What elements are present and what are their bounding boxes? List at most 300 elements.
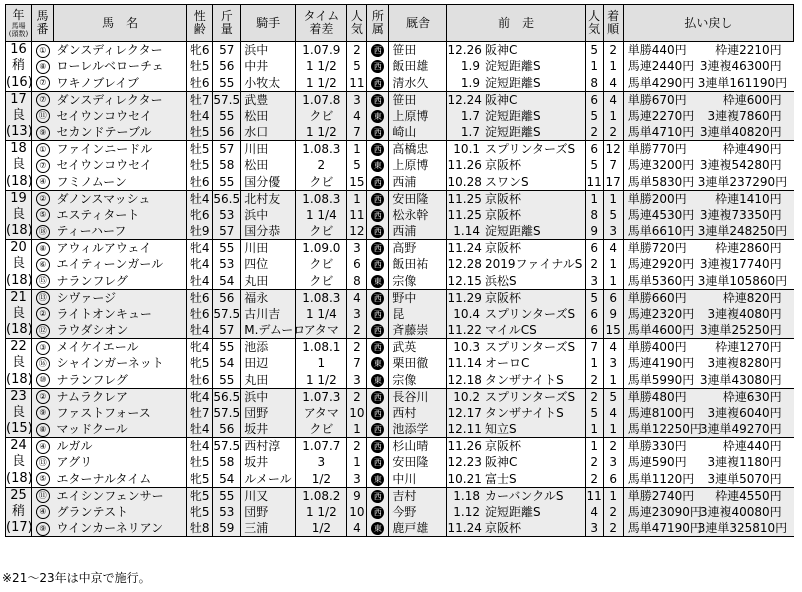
previous-race-name: 富士S xyxy=(485,471,517,486)
jockey-name: 坂井 xyxy=(241,421,296,438)
payout-right: 枠連820円 xyxy=(722,290,782,305)
race-year: 25 xyxy=(6,487,32,504)
payout-left: 馬単6610円 xyxy=(627,224,695,238)
popularity: 15 xyxy=(347,174,367,191)
sex-age: 牡5 xyxy=(187,454,213,471)
previous-race-name: 淀短距離S xyxy=(485,125,541,139)
previous-race-name: スプリンターズS xyxy=(485,389,576,404)
sex-age: 牡6 xyxy=(187,174,213,191)
payout-right: 3連複40080円 xyxy=(699,504,782,519)
sex-age: 牝4 xyxy=(187,240,213,257)
sex-age: 牡4 xyxy=(187,438,213,455)
payout-left: 馬単47190円 xyxy=(627,521,702,535)
horse-name: ファインニードル xyxy=(56,142,153,156)
carried-weight: 57 xyxy=(213,42,241,59)
track-condition: 良 xyxy=(6,306,32,323)
time-margin: クビ xyxy=(296,108,347,125)
header-prev-finish: 着 順 xyxy=(603,5,623,42)
horse-number-mark: ④ xyxy=(36,505,50,519)
race-year: 22 xyxy=(6,339,32,356)
table-row xyxy=(6,388,794,405)
table-row xyxy=(6,471,794,488)
previous-popularity: 6 xyxy=(585,306,603,323)
affiliation xyxy=(367,108,389,125)
affiliation-mark: 東 xyxy=(371,357,384,370)
previous-popularity: 1 xyxy=(585,438,603,455)
horse-number xyxy=(32,108,54,125)
horse-number xyxy=(32,273,54,290)
field-size: (18) xyxy=(6,322,33,337)
previous-popularity: 9 xyxy=(585,223,603,240)
horse-number-mark: ② xyxy=(36,307,50,321)
horse-number xyxy=(32,388,54,405)
horse-name: シヴァージ xyxy=(56,290,117,305)
previous-race-date: 1.7 xyxy=(447,124,482,141)
header-popularity: 人 気 xyxy=(347,5,367,42)
horse-number xyxy=(32,355,54,372)
sex-age: 牝4 xyxy=(187,256,213,273)
payout-left: 馬単4600円 xyxy=(627,323,695,337)
previous-finish: 17 xyxy=(603,174,623,191)
horse-number-mark: ① xyxy=(36,44,50,58)
previous-finish: 1 xyxy=(603,256,623,273)
payout xyxy=(623,355,793,372)
payout-left: 単勝330円 xyxy=(627,439,687,453)
previous-finish: 3 xyxy=(603,223,623,240)
popularity: 3 xyxy=(347,306,367,323)
horse-name: グランテスト xyxy=(56,504,129,519)
affiliation xyxy=(367,421,389,438)
time-margin: クビ xyxy=(296,223,347,240)
affiliation xyxy=(367,504,389,521)
field-size: (18) xyxy=(6,223,33,238)
horse-name: ライトオンキュー xyxy=(56,306,152,321)
race-year: 17 xyxy=(6,91,32,108)
horse-number-mark: ④ xyxy=(36,440,50,454)
time-margin: 1 1/2 xyxy=(296,124,347,141)
track-condition: 良 xyxy=(6,355,32,372)
previous-finish: 1 xyxy=(603,273,623,290)
payout-right: 3連単325810円 xyxy=(697,521,788,535)
previous-race-date: 10.3 xyxy=(447,339,482,356)
popularity: 3 xyxy=(347,471,367,488)
payout xyxy=(623,42,793,59)
horse-number-mark: ① xyxy=(36,143,50,157)
previous-race-date: 12.23 xyxy=(447,455,482,470)
table-row xyxy=(6,372,794,389)
payout-right: 枠連1410円 xyxy=(715,191,782,206)
previous-race-date: 11.24 xyxy=(447,521,482,535)
horse-number-mark: ⑫ xyxy=(36,324,50,338)
payout xyxy=(623,306,793,323)
trainer-name: 松永幹 xyxy=(389,207,447,224)
header-weight: 斤 量 xyxy=(213,5,241,42)
horse-name: シャインガーネット xyxy=(56,356,164,371)
previous-race-date: 11.26 xyxy=(447,158,482,173)
header-time: タイム 着差 xyxy=(296,5,347,42)
payout-right: 枠連2860円 xyxy=(715,241,782,255)
carried-weight: 57.5 xyxy=(213,92,241,107)
popularity: 7 xyxy=(347,355,367,372)
affiliation xyxy=(367,388,389,405)
carried-weight: 58 xyxy=(213,157,241,174)
affiliation-mark: 西 xyxy=(371,506,384,519)
payout-left: 馬連3200円 xyxy=(627,158,695,173)
payout-left: 単勝200円 xyxy=(627,191,687,206)
time-margin: 1.07.9 xyxy=(296,42,347,59)
trainer-name: 中川 xyxy=(389,471,447,488)
horse-name: ワキノブレイブ xyxy=(56,75,139,90)
header-previous-race: 前 走 xyxy=(447,5,585,42)
affiliation xyxy=(367,405,389,422)
table-row xyxy=(6,108,794,125)
affiliation xyxy=(367,58,389,75)
jockey-name: 浜中 xyxy=(241,207,296,224)
field-size: (18) xyxy=(6,173,33,189)
previous-race-date: 12.15 xyxy=(447,273,482,288)
table-row xyxy=(6,141,794,158)
affiliation-mark: 西 xyxy=(371,242,384,255)
previous-race-date: 11.26 xyxy=(447,439,482,453)
jockey-name: 浜中 xyxy=(241,42,296,59)
previous-race-date: 12.26 xyxy=(447,43,482,57)
time-margin: 1.08.3 xyxy=(296,289,347,306)
affiliation xyxy=(367,256,389,273)
sex-age: 牡5 xyxy=(187,124,213,141)
affiliation xyxy=(367,141,389,158)
previous-finish: 4 xyxy=(603,75,623,92)
affiliation xyxy=(367,520,389,537)
payout-left: 馬連590円 xyxy=(627,455,687,470)
payout xyxy=(623,108,793,125)
payout-left: 馬連4530円 xyxy=(627,207,695,222)
table-row xyxy=(6,405,794,422)
table-row xyxy=(6,124,794,141)
previous-popularity: 6 xyxy=(585,91,603,108)
table-row xyxy=(6,256,794,273)
sex-age: 牡6 xyxy=(187,289,213,306)
carried-weight: 57.5 xyxy=(213,439,241,453)
header-trainer: 厩舎 xyxy=(389,5,447,42)
sex-age: 牝5 xyxy=(187,504,213,521)
horse-number-mark: ⑬ xyxy=(36,456,50,470)
previous-race-name: スプリンターズS xyxy=(485,306,576,321)
horse-number xyxy=(32,438,54,455)
horse-number-mark: ⑩ xyxy=(36,373,50,387)
time-margin: 1 xyxy=(296,355,347,372)
payout xyxy=(623,174,793,191)
sex-age: 牡4 xyxy=(187,322,213,339)
previous-finish: 15 xyxy=(603,322,623,339)
horse-name: ラウダシオン xyxy=(56,323,129,337)
race-group xyxy=(6,339,794,389)
horse-name: セカンドテーブル xyxy=(56,125,152,139)
popularity: 2 xyxy=(347,339,367,356)
horse-name: アウィルアウェイ xyxy=(56,241,152,255)
sex-age: 牝5 xyxy=(187,471,213,488)
affiliation xyxy=(367,157,389,174)
time-margin: クビ xyxy=(296,174,347,191)
popularity: 4 xyxy=(347,520,367,537)
payout-left: 馬単4710円 xyxy=(627,125,695,139)
table-row xyxy=(6,157,794,174)
previous-race-name: 京阪杯 xyxy=(485,521,522,535)
trainer-name: 笹田 xyxy=(389,91,447,108)
horse-name: ルガル xyxy=(56,439,93,453)
jockey-name: 丸田 xyxy=(241,273,296,290)
horse-name: セイウンコウセイ xyxy=(56,158,152,173)
payout xyxy=(623,504,793,521)
previous-finish: 2 xyxy=(603,438,623,455)
field-size: (16) xyxy=(6,74,33,90)
payout-left: 馬単12250円 xyxy=(627,422,702,436)
horse-number xyxy=(32,42,54,59)
horse-number xyxy=(32,157,54,174)
affiliation-mark: 西 xyxy=(371,456,384,469)
jockey-name: 武豊 xyxy=(241,91,296,108)
horse-number-mark: ⑪ xyxy=(36,109,50,123)
previous-finish: 6 xyxy=(603,471,623,488)
horse-number-mark: ⑯ xyxy=(36,357,50,371)
previous-finish: 5 xyxy=(603,388,623,405)
jockey-name: 水口 xyxy=(241,124,296,141)
horse-number xyxy=(32,504,54,521)
horse-number xyxy=(32,289,54,306)
jockey-name: 国分優 xyxy=(241,174,296,191)
previous-race-date: 11.24 xyxy=(447,241,482,255)
previous-race-name: スプリンターズS xyxy=(485,142,576,156)
time-margin: アタマ xyxy=(296,405,347,422)
previous-race-name: 阪神C xyxy=(485,455,518,470)
popularity: 6 xyxy=(347,256,367,273)
previous-race-date: 1.14 xyxy=(447,223,482,240)
race-group xyxy=(6,91,794,141)
trainer-name: 清水久 xyxy=(389,75,447,92)
sex-age: 牝4 xyxy=(187,388,213,405)
horse-name: エイティーンガール xyxy=(56,257,164,272)
header-jockey: 騎手 xyxy=(241,5,296,42)
horse-name: ダノンスマッシュ xyxy=(56,191,151,206)
horse-name: マッドクール xyxy=(56,422,128,436)
previous-finish: 1 xyxy=(603,58,623,75)
jockey-name: 西村淳 xyxy=(241,438,296,455)
payout-left: 単勝440円 xyxy=(627,43,687,57)
time-margin: 1.08.2 xyxy=(296,487,347,504)
field-size: (18) xyxy=(6,371,33,387)
affiliation xyxy=(367,471,389,488)
payout-right: 3連複7860円 xyxy=(707,108,782,123)
popularity: 2 xyxy=(347,388,367,405)
previous-race-date: 1.18 xyxy=(447,487,482,504)
payout-left: 馬連8100円 xyxy=(627,405,695,420)
sex-age: 牡6 xyxy=(187,372,213,389)
jockey-name: 国分恭 xyxy=(241,223,296,240)
carried-weight: 57.5 xyxy=(213,306,241,321)
horse-number-mark: ⑥ xyxy=(36,258,50,272)
payout xyxy=(623,157,793,174)
popularity: 4 xyxy=(347,108,367,125)
track-condition: 良 xyxy=(6,207,32,224)
carried-weight: 57.5 xyxy=(213,405,241,420)
trainer-name: 鹿戸雄 xyxy=(389,520,447,537)
affiliation xyxy=(367,454,389,471)
affiliation xyxy=(367,190,389,207)
payout-right: 枠連630円 xyxy=(722,389,782,404)
track-condition: 良 xyxy=(6,157,32,174)
popularity: 1 xyxy=(347,454,367,471)
payout-right: 3連単25250円 xyxy=(699,323,782,337)
table-row xyxy=(6,207,794,224)
affiliation-mark: 西 xyxy=(371,308,384,321)
affiliation xyxy=(367,372,389,389)
payout-right: 3連複8280円 xyxy=(707,356,782,371)
table-row xyxy=(6,273,794,290)
previous-finish: 12 xyxy=(603,141,623,158)
horse-name: ウインカーネリアン xyxy=(56,521,164,535)
payout-left: 単勝480円 xyxy=(627,389,687,404)
time-margin: 1 1/2 xyxy=(296,372,347,389)
jockey-name: 坂井 xyxy=(241,454,296,471)
previous-race-name: 2019ファイナルS xyxy=(485,257,583,272)
sex-age: 牡7 xyxy=(187,405,213,422)
previous-finish: 5 xyxy=(603,207,623,224)
trainer-name: 西浦 xyxy=(389,223,447,240)
track-condition: 良 xyxy=(6,454,32,471)
time-margin: 3 xyxy=(296,454,347,471)
payout xyxy=(623,471,793,488)
payout xyxy=(623,256,793,273)
table-row xyxy=(6,58,794,75)
previous-finish: 1 xyxy=(603,372,623,389)
horse-number-mark: ⑨ xyxy=(36,126,50,140)
previous-race-date: 11.25 xyxy=(447,207,482,222)
previous-finish: 1 xyxy=(603,190,623,207)
previous-race-date: 12.18 xyxy=(447,372,482,387)
payout xyxy=(623,322,793,339)
previous-race-name: マイルCS xyxy=(485,323,537,337)
race-year: 23 xyxy=(6,388,32,405)
race-year: 21 xyxy=(6,289,32,306)
payout-left: 馬単4290円 xyxy=(627,75,695,90)
horse-name: ナランフレグ xyxy=(56,372,128,387)
time-margin: 1 1/2 xyxy=(296,75,347,92)
affiliation-mark: 西 xyxy=(371,94,384,107)
payout-right: 3連単43080円 xyxy=(699,372,782,387)
affiliation xyxy=(367,223,389,240)
sex-age: 牝4 xyxy=(187,339,213,356)
popularity: 1 xyxy=(347,421,367,438)
affiliation-mark: 西 xyxy=(371,292,384,305)
popularity: 7 xyxy=(347,124,367,141)
trainer-name: 高野 xyxy=(389,240,447,257)
affiliation-mark: 西 xyxy=(371,407,384,420)
affiliation-mark: 東 xyxy=(371,374,384,387)
jockey-name: 田辺 xyxy=(241,355,296,372)
payout xyxy=(623,405,793,422)
popularity: 4 xyxy=(347,289,367,306)
time-margin: 1.07.8 xyxy=(296,91,347,108)
previous-popularity: 5 xyxy=(585,42,603,59)
payout xyxy=(623,372,793,389)
affiliation-mark: 西 xyxy=(371,225,384,238)
affiliation xyxy=(367,273,389,290)
horse-number-mark: ⑮ xyxy=(36,274,50,288)
previous-popularity: 3 xyxy=(585,520,603,537)
horse-name: メイケイエール xyxy=(56,340,139,354)
payout-left: 単勝660円 xyxy=(627,290,687,305)
payout xyxy=(623,190,793,207)
trainer-name: 吉村 xyxy=(389,487,447,504)
payout-right: 3連単49270円 xyxy=(699,422,782,436)
previous-finish: 2 xyxy=(603,504,623,521)
payout-right: 枠連440円 xyxy=(722,439,782,453)
affiliation-mark: 東 xyxy=(371,159,384,172)
header-sexage: 性 齢 xyxy=(187,5,213,42)
jockey-name: 小牧太 xyxy=(241,75,296,92)
jockey-name: 丸田 xyxy=(241,372,296,389)
payout xyxy=(623,520,793,537)
previous-race-name: オーロC xyxy=(485,356,530,371)
affiliation xyxy=(367,355,389,372)
horse-number xyxy=(32,141,54,158)
previous-race-name: 京阪杯 xyxy=(485,191,522,206)
results-table-container xyxy=(5,4,794,537)
track-condition: 稍 xyxy=(6,58,32,75)
horse-name: エターナルタイム xyxy=(56,471,152,486)
previous-race-name: 淀短距離S xyxy=(485,504,541,519)
previous-race-date: 10.2 xyxy=(447,388,482,405)
field-size: (13) xyxy=(6,124,33,139)
carried-weight: 56.5 xyxy=(213,191,241,206)
trainer-name: 西村 xyxy=(389,405,447,422)
previous-race-date: 1.9 xyxy=(447,58,482,75)
affiliation xyxy=(367,289,389,306)
time-margin: 1.08.1 xyxy=(296,339,347,356)
horse-number xyxy=(32,421,54,438)
previous-race-name: 淀短距離S xyxy=(485,224,541,238)
previous-popularity: 11 xyxy=(586,174,602,189)
affiliation xyxy=(367,124,389,141)
jockey-name: 団野 xyxy=(241,405,296,422)
affiliation-mark: 東 xyxy=(371,110,384,123)
popularity: 1 xyxy=(347,141,367,158)
previous-race-name: 浜松S xyxy=(485,273,517,288)
horse-name: ダンスディレクター xyxy=(56,43,163,57)
popularity: 8 xyxy=(347,273,367,290)
previous-race-date: 10.4 xyxy=(447,306,482,323)
time-margin: 1/2 xyxy=(296,471,347,488)
carried-weight: 53 xyxy=(213,256,241,273)
race-group xyxy=(6,289,794,339)
horse-number xyxy=(32,91,54,108)
time-margin: 1.07.7 xyxy=(296,438,347,455)
header-row xyxy=(6,5,794,42)
previous-race-name: タンザナイトS xyxy=(485,405,564,420)
race-group xyxy=(6,487,794,537)
race-group xyxy=(6,388,794,438)
race-group xyxy=(6,438,794,488)
previous-race-date: 1.9 xyxy=(447,75,482,92)
horse-number-mark: ⑱ xyxy=(36,225,50,239)
payout xyxy=(623,487,793,504)
affiliation-mark: 西 xyxy=(371,423,384,436)
payout-right: 3連複73350円 xyxy=(699,207,782,222)
payout-left: 馬連2920円 xyxy=(627,257,695,272)
affiliation-mark: 西 xyxy=(371,209,384,222)
race-year: 16 xyxy=(6,42,32,59)
previous-race-name: 阪神C xyxy=(485,43,518,57)
horse-number xyxy=(32,190,54,207)
